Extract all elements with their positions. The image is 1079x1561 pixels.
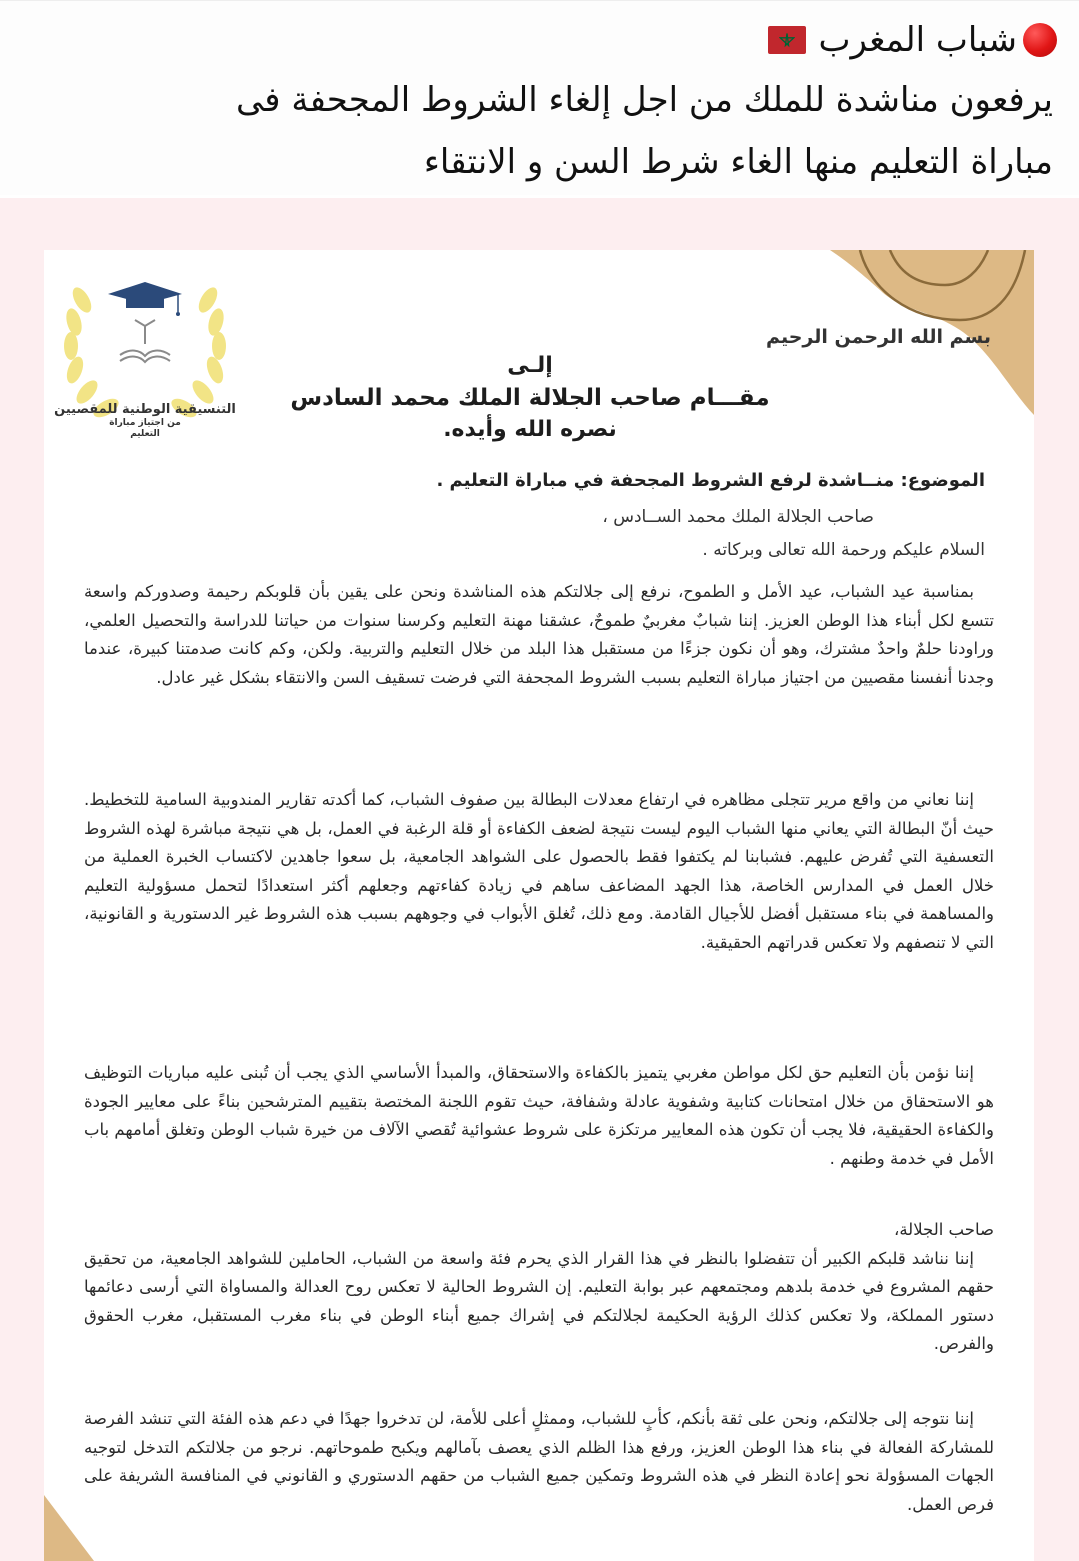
letter-paragraph <box>84 1216 994 1359</box>
basmala: بسم الله الرحمن الرحيم <box>766 326 991 348</box>
addressee-title: مقـــام صاحب الجلالة الملك محمد السادس <box>290 385 770 411</box>
post-author: شباب المغرب <box>818 20 1017 60</box>
addressee-blessing: نصره الله وأيده. <box>443 417 617 442</box>
graduation-cap-icon <box>108 282 182 316</box>
letter-paragraph <box>84 578 994 692</box>
addressee-to: إلـى <box>507 353 553 378</box>
organization-name <box>40 402 250 440</box>
red-circle-icon <box>1023 23 1057 57</box>
letter-paragraph <box>84 1405 994 1519</box>
morocco-flag-icon <box>768 26 806 54</box>
post-caption-line: مباراة التعليم منها الغاء شرط السن و الانتقاء <box>423 142 1053 182</box>
paragraph-text: إننا نعاني من واقع مرير تتجلى مظاهره في ارتفاع معدلات البطالة بين صفوف الشباب، كما أكدته تقارير المندوبية السامية للتخطيط. حيث أنّ البطالة التي يعاني منها الشباب اليوم ليست نتيجة لضعف الكفاءة أو قلة الرغبة في العمل، بل هي نتيجة مباشرة لهذه الشروط التعسفية التي تُفرض عليهم. فشبابنا لم يكتفوا فقط بالحصول على الشواهد الجامعية، بل سعوا جاهدين لاكتساب الخبرة العملية من خلال العمل في المدارس الخاصة، هذا الجهد المضاعف ساهم في زيادة كفاءتهم وجعلهم أكثر استعدادًا لتحمل مسؤولية التعليم والمساهمة في بناء مستقبل أفضل للأجيال القادمة. ومع ذلك، تُغلق الأبواب في وجوههم بسبب هذه الشروط غير الدستورية و القانونية، التي لا تنصفهم ولا تعكس قدراتهم الحقيقية. <box>84 790 994 952</box>
salutation-title: صاحب الجلالة الملك محمد الســادس ، <box>602 507 874 527</box>
organization-name-line: من اجتياز مباراة <box>109 418 181 428</box>
greeting: السلام عليكم ورحمة الله تعالى وبركاته . <box>702 540 985 560</box>
letter-paragraph <box>84 786 994 958</box>
letter-paragraph <box>84 1059 994 1173</box>
paragraph-text: إننا نناشد قلبكم الكبير أن تتفضلوا بالنظر في هذا القرار الذي يحرم فئة واسعة من الشباب، الحاملين للشواهد الجامعية، من تحقيق حقهم المشروع في خدمة بلدهم ومجتمعهم عبر بوابة التعليم. إن الشروط الحالية لا تعكس روح العدالة والمساواة التي أرسى دعائمها دستور المملكة، ولا تعكس كذلك الرؤية الحكيمة لجلالتكم في إشراك جميع أبناء الوطن في بناء مغرب المستقبل، مغرب الحقوق والفرص. <box>84 1248 994 1354</box>
post-author-line <box>20 11 1057 69</box>
open-book-icon <box>120 320 170 362</box>
letter-subject: الموضوع: منــاشدة لرفع الشروط المجحفة في مباراة التعليم . <box>436 470 985 491</box>
organization-name-line: التعليم <box>130 429 160 439</box>
paragraph-text: إننا نؤمن بأن التعليم حق لكل مواطن مغربي يتميز بالكفاءة والاستحقاق، والمبدأ الأساسي الذي يجب أن تُبنى عليه مباريات التوظيف هو الاستحقاق من خلال امتحانات كتابية وشفوية عادلة وشفافة، حيث تقوم اللجنة المختصة بتقييم المترشحين بناءً على معايير الجودة والكفاءة الحقيقية، فلا يجب أن تكون هذه المعايير مرتكزة على شروط عشوائية تُقصي الآلاف من خيرة شباب الوطن وتغلق أمامهم باب الأمل في خدمة وطنهم . <box>84 1063 994 1168</box>
address-again: صاحب الجلالة، <box>894 1220 994 1239</box>
post-caption-line: يرفعون مناشدة للملك من اجل إلغاء الشروط المجحفة فى <box>235 80 1053 120</box>
post-header <box>0 0 1079 195</box>
paragraph-text: بمناسبة عيد الشباب، عيد الأمل و الطموح، نرفع إلى جلالتكم هذه المناشدة ونحن على يقين بأن قلوبكم رحيمة وصدوركم واسعة تتسع لكل أبناء هذا الوطن العزيز. إننا شبابٌ مغربيٌ طموحٌ، عشقنا مهنة التعليم وكرسنا سنوات من حياتنا للدراسة والتحصيل العلمي، وراودنا حلمٌ واحدٌ مشترك، وهو أن نكون جزءًا من مستقبل هذا البلد من خلال التعليم والتربية. ولكن، وكم كانت صدمتنا كبيرة، عندما وجدنا أنفسنا مقصيين من اجتياز مباراة التعليم بسبب الشروط المجحفة التي فرضت تسقيف السن والانتقاء بشكل غير عادل. <box>84 582 994 687</box>
addressee-block <box>280 350 780 446</box>
organization-name-line: التنسيقية الوطنية للمقصيين <box>54 402 236 417</box>
paragraph-text: إننا نتوجه إلى جلالتكم، ونحن على ثقة بأنكم، كأبٍ للشباب، وممثلٍ أعلى للأمة، لن تدخروا جهدًا في دعم هذه الفئة التي تنشد الفرصة للمشاركة الفعالة في بناء هذا الوطن العزيز، ورفع هذا الظلم الذي يعصف بآمالهم ويكبح طموحاتهم. نرجو من جلالتكم التدخل لتوجيه الجهات المسؤولة نحو إعادة النظر في هذه الشروط وتمكين جميع الشباب من حقهم الدستوري و القانوني في المنافسة الشريفة على فرص العمل. <box>84 1409 994 1514</box>
post-caption <box>20 69 1057 193</box>
